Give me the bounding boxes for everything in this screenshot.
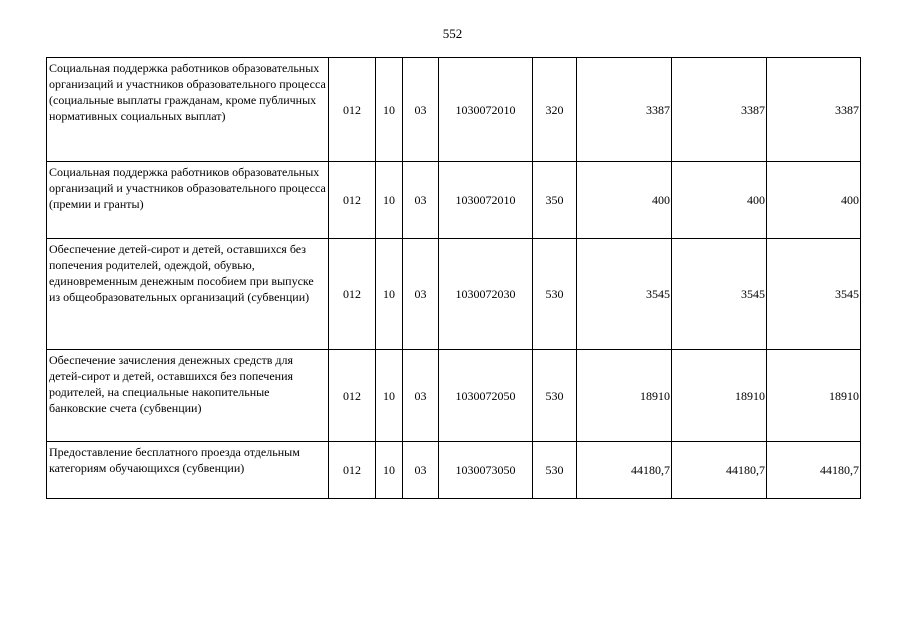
row-name-cell: Социальная поддержка работников образовательных организаций и участников образовательного процесса (социальные выплаты гражданам, кроме публичных нормативных социальных выплат)	[47, 58, 329, 162]
table-row	[47, 162, 861, 239]
table-row	[47, 239, 861, 350]
expense-type-cell: 350	[533, 162, 577, 239]
amount-year-1-cell: 3387	[577, 58, 672, 162]
amount-year-2-cell: 18910	[672, 350, 767, 442]
section-code-cell: 10	[376, 162, 403, 239]
target-article-cell: 1030072010	[439, 162, 533, 239]
amount-year-2-cell: 44180,7	[672, 442, 767, 499]
section-code-cell: 10	[376, 239, 403, 350]
ministry-code-cell: 012	[329, 239, 376, 350]
target-article-cell: 1030072010	[439, 58, 533, 162]
amount-year-3-cell: 44180,7	[767, 442, 861, 499]
table-row	[47, 442, 861, 499]
section-code-cell: 10	[376, 58, 403, 162]
expense-type-cell: 530	[533, 350, 577, 442]
ministry-code-cell: 012	[329, 442, 376, 499]
row-name-cell: Социальная поддержка работников образовательных организаций и участников образовательного процесса (премии и гранты)	[47, 162, 329, 239]
ministry-code-cell: 012	[329, 58, 376, 162]
amount-year-2-cell: 3545	[672, 239, 767, 350]
amount-year-1-cell: 3545	[577, 239, 672, 350]
section-code-cell: 10	[376, 442, 403, 499]
amount-year-3-cell: 3387	[767, 58, 861, 162]
amount-year-2-cell: 400	[672, 162, 767, 239]
subsection-code-cell: 03	[403, 239, 439, 350]
expense-type-cell: 530	[533, 442, 577, 499]
expense-type-cell: 320	[533, 58, 577, 162]
target-article-cell: 1030073050	[439, 442, 533, 499]
row-name-cell: Обеспечение детей-сирот и детей, оставшихся без попечения родителей, одеждой, обувью, единовременным денежным пособием при выпуске из общеобразовательных организаций (субвенции)	[47, 239, 329, 350]
target-article-cell: 1030072050	[439, 350, 533, 442]
subsection-code-cell: 03	[403, 58, 439, 162]
table-row	[47, 58, 861, 162]
subsection-code-cell: 03	[403, 350, 439, 442]
ministry-code-cell: 012	[329, 350, 376, 442]
budget-table	[46, 57, 861, 499]
subsection-code-cell: 03	[403, 162, 439, 239]
subsection-code-cell: 03	[403, 442, 439, 499]
ministry-code-cell: 012	[329, 162, 376, 239]
amount-year-2-cell: 3387	[672, 58, 767, 162]
amount-year-1-cell: 400	[577, 162, 672, 239]
table-body	[47, 58, 861, 499]
amount-year-3-cell: 18910	[767, 350, 861, 442]
amount-year-1-cell: 18910	[577, 350, 672, 442]
amount-year-3-cell: 400	[767, 162, 861, 239]
target-article-cell: 1030072030	[439, 239, 533, 350]
page-number: 552	[442, 26, 463, 41]
section-code-cell: 10	[376, 350, 403, 442]
table-row	[47, 350, 861, 442]
amount-year-1-cell: 44180,7	[577, 442, 672, 499]
amount-year-3-cell: 3545	[767, 239, 861, 350]
row-name-cell: Предоставление бесплатного проезда отдельным категориям обучающихся (субвенции)	[47, 442, 329, 499]
expense-type-cell: 530	[533, 239, 577, 350]
row-name-cell: Обеспечение зачисления денежных средств для детей-сирот и детей, оставшихся без попечения родителей, на специальные накопительные банковские счета (субвенции)	[47, 350, 329, 442]
